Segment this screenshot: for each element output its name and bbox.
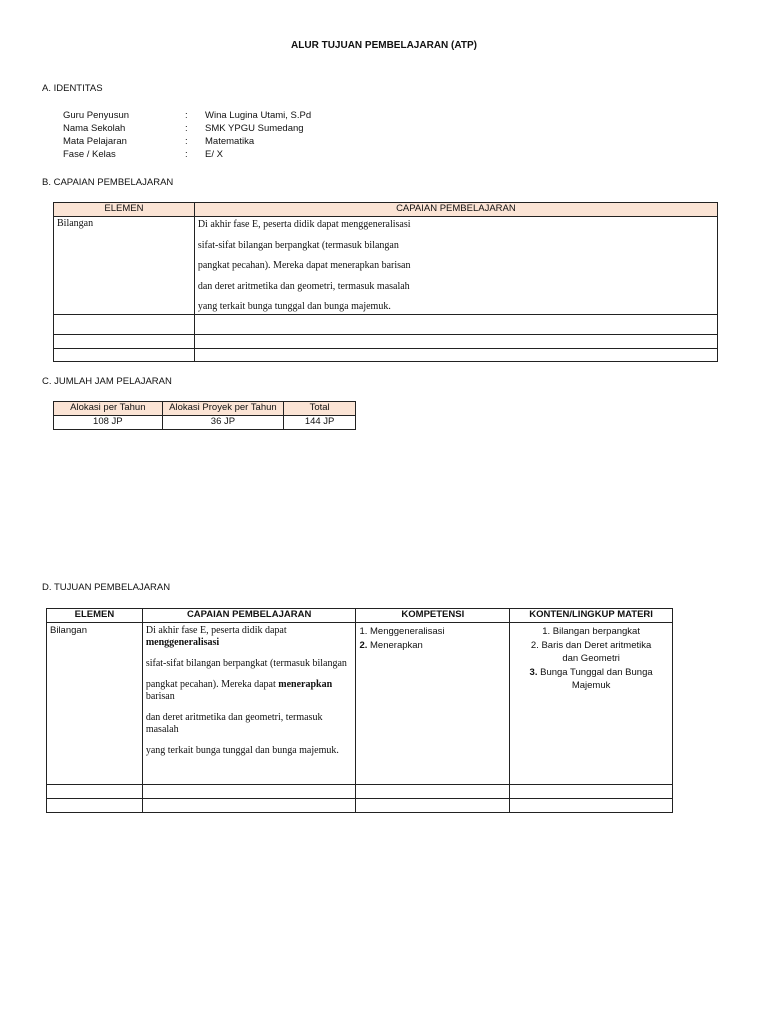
- cp-line: pangkat pecahan). Mereka dapat menerapkan barisan: [197, 260, 411, 271]
- empty-cell: [194, 335, 717, 349]
- empty-cell: [356, 799, 510, 813]
- empty-cell: [142, 799, 356, 813]
- jam-header-total: Total: [284, 402, 356, 416]
- empty-cell: [510, 785, 673, 799]
- tujuan-kompetensi-cell: [356, 623, 510, 785]
- tujuan-cp-line: sifat-sifat bilangan berpangkat (termasuk bilangan: [145, 658, 347, 669]
- cp-line: yang terkait bunga tunggal dan bunga majemuk.: [197, 301, 391, 312]
- empty-cell: [54, 335, 195, 349]
- tujuan-cp-line: yang terkait bunga tunggal dan bunga majemuk.: [145, 745, 339, 756]
- konten-item: Majemuk: [571, 680, 611, 691]
- section-capaian-heading: B. CAPAIAN PEMBELAJARAN: [42, 177, 174, 188]
- tujuan-konten-cell: [510, 623, 673, 785]
- capaian-header-cp: CAPAIAN PEMBELAJARAN: [194, 203, 717, 217]
- jam-table: [53, 401, 356, 430]
- section-jam-heading: C. JUMLAH JAM PELAJARAN: [42, 376, 172, 387]
- jam-header-alokasi: Alokasi per Tahun: [54, 402, 163, 416]
- tujuan-header-konten: KONTEN/LINGKUP MATERI: [510, 609, 673, 623]
- cp-line: Di akhir fase E, peserta didik dapat menggeneralisasi: [197, 219, 411, 230]
- jam-value-total: 144 JP: [284, 416, 356, 430]
- identitas-value: Wina Lugina Utami, S.Pd: [205, 110, 312, 121]
- identitas-label: Nama Sekolah: [63, 123, 126, 134]
- section-identitas-heading: A. IDENTITAS: [42, 83, 103, 94]
- cp-line: sifat-sifat bilangan berpangkat (termasuk bilangan: [197, 239, 399, 251]
- jam-value-proyek: 36 JP: [162, 416, 284, 430]
- identitas-colon: :: [185, 136, 188, 147]
- identitas-colon: :: [185, 149, 188, 160]
- konten-item: 1. Bilangan berpangkat: [542, 626, 640, 637]
- document-title: ALUR TUJUAN PEMBELAJARAN (ATP): [291, 40, 477, 51]
- jam-value-alokasi: 108 JP: [54, 416, 163, 430]
- empty-cell: [194, 349, 717, 362]
- tujuan-header-kompetensi: KOMPETENSI: [356, 609, 510, 623]
- tujuan-header-cp: CAPAIAN PEMBELAJARAN: [142, 609, 356, 623]
- tujuan-cp-cell: [142, 623, 356, 785]
- tujuan-cp-line: Di akhir fase E, peserta didik dapat menggeneralisasi: [145, 625, 287, 648]
- identitas-label: Guru Penyusun: [63, 110, 130, 121]
- konten-item: 2. Baris dan Deret aritmetika: [530, 639, 652, 651]
- tujuan-cp-line: dan deret aritmetika dan geometri, termasuk masalah: [145, 712, 323, 735]
- identitas-colon: :: [185, 110, 188, 121]
- identitas-label: Mata Pelajaran: [63, 136, 127, 147]
- identitas-label: Fase / Kelas: [63, 149, 116, 160]
- empty-cell: [194, 315, 717, 335]
- capaian-table: [53, 202, 718, 362]
- cp-line: dan deret aritmetika dan geometri, termasuk masalah: [197, 280, 410, 292]
- jam-header-proyek: Alokasi Proyek per Tahun: [162, 402, 284, 416]
- empty-cell: [54, 315, 195, 335]
- tujuan-header-elemen: ELEMEN: [47, 609, 143, 623]
- empty-cell: [47, 785, 143, 799]
- identitas-value: E/ X: [205, 149, 223, 160]
- kompetensi-item: 1. Menggeneralisasi: [359, 626, 445, 637]
- capaian-cp-cell: [194, 217, 717, 315]
- empty-cell: [47, 799, 143, 813]
- identitas-value: SMK YPGU Sumedang: [205, 123, 304, 134]
- empty-cell: [54, 349, 195, 362]
- tujuan-table: [46, 608, 673, 813]
- empty-cell: [356, 785, 510, 799]
- konten-item: 3. Bunga Tunggal dan Bunga: [529, 666, 653, 678]
- kompetensi-item: 2. Menerapkan: [359, 639, 423, 651]
- section-tujuan-heading: D. TUJUAN PEMBELAJARAN: [42, 582, 171, 593]
- tujuan-cp-line: pangkat pecahan). Mereka dapat menerapkan barisan: [145, 679, 333, 702]
- empty-cell: [142, 785, 356, 799]
- tujuan-elemen-cell: Bilangan: [47, 623, 143, 785]
- identitas-colon: :: [185, 123, 188, 134]
- konten-item: dan Geometri: [562, 653, 620, 664]
- capaian-elemen-cell: Bilangan: [54, 217, 195, 315]
- empty-cell: [510, 799, 673, 813]
- capaian-header-elemen: ELEMEN: [54, 203, 195, 217]
- identitas-value: Matematika: [205, 136, 255, 147]
